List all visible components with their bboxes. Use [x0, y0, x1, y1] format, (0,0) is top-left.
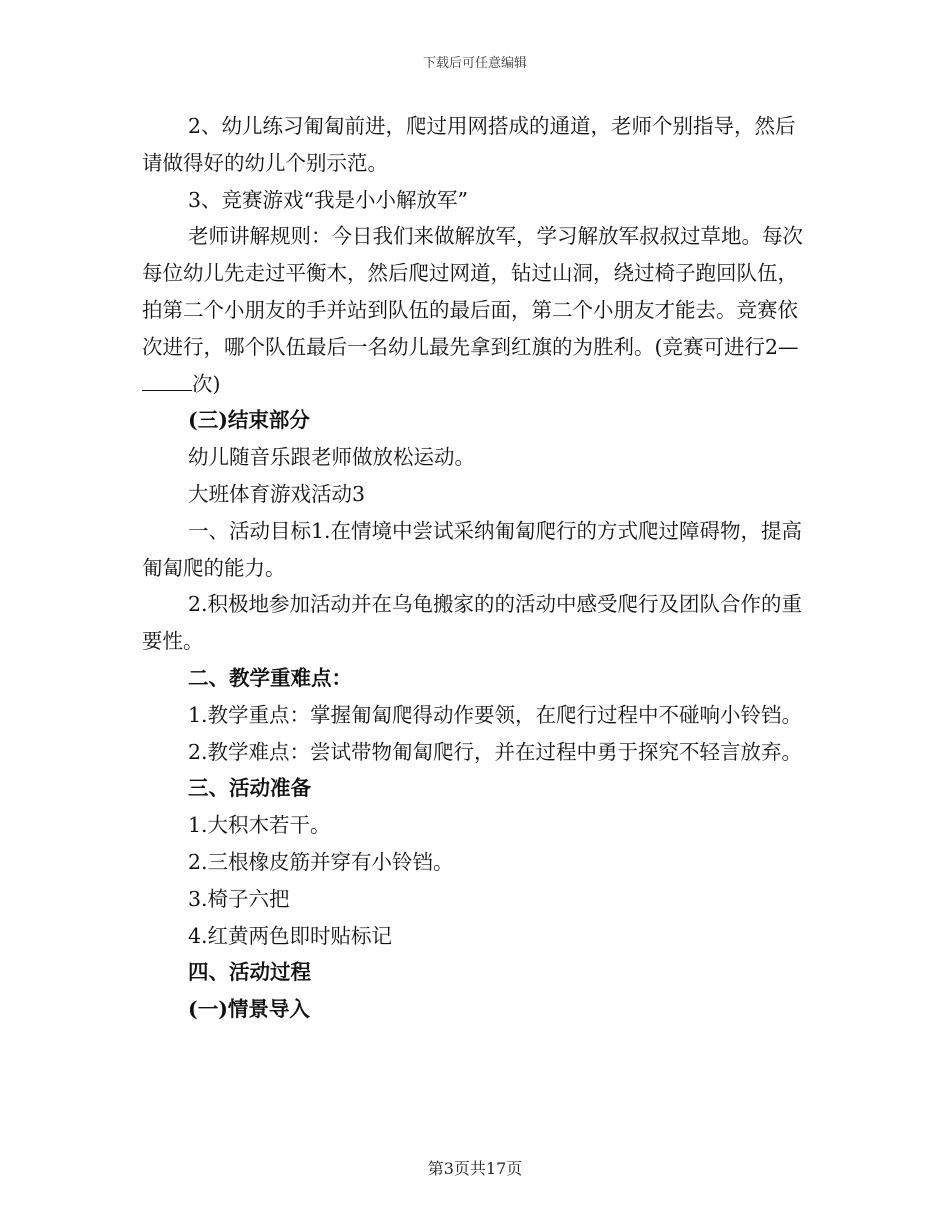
- paragraph: 2.教学难点：尝试带物匍匐爬行，并在过程中勇于探究不轻言放弃。: [188, 739, 803, 764]
- paragraph: 一、活动目标1.在情境中尝试采纳匍匐爬行的方式爬过障碍物，提高匍匐爬的能力。: [142, 518, 803, 580]
- list-item: 1.大积木若干。: [188, 813, 331, 838]
- paragraph: 3、竞赛游戏“我是小小解放军”: [188, 187, 469, 212]
- list-item: 2.三根橡皮筋并穿有小铃铛。: [188, 849, 454, 874]
- document-body: [142, 108, 812, 1028]
- rules-text-end: 次): [192, 371, 221, 396]
- paragraph: 幼儿随音乐跟老师做放松运动。: [188, 445, 475, 470]
- paragraph: 大班体育游戏活动3: [188, 481, 366, 506]
- fill-blank: [142, 368, 192, 391]
- page-header: 下载后可任意编辑: [422, 56, 527, 71]
- paragraph: 2、幼儿练习匍匐前进，爬过用网搭成的通道，老师个别指导，然后请做得好的幼儿个别示范。: [142, 114, 796, 175]
- page-footer: 第3页共17页: [427, 1159, 523, 1178]
- list-item: 3.椅子六把: [188, 886, 290, 911]
- section-heading: (一)情景导入: [188, 997, 310, 1022]
- paragraph: 2.积极地参加活动并在乌龟搬家的的活动中感受爬行及团队合作的重要性。: [142, 592, 803, 654]
- section-heading: 四、活动过程: [188, 960, 311, 985]
- paragraph: 1.教学重点：掌握匍匐爬得动作要领，在爬行过程中不碰响小铃铛。: [188, 702, 803, 727]
- section-heading: (三)结束部分: [188, 408, 310, 433]
- paragraph-rules: [142, 218, 812, 402]
- list-item: 4.红黄两色即时贴标记: [188, 923, 393, 948]
- rules-text: 老师讲解规则：今日我们来做解放军，学习解放军叔叔过草地。每次每位幼儿先走过平衡木，然后爬过网道，钻过山洞，绕过椅子跑回队伍，拍第二个小朋友的手并站到队伍的最后面，第二个小朋友才能去。竞赛依次进行，哪个队伍最后一名幼儿最先拿到红旗的为胜利。(竞赛可进行2—: [142, 224, 803, 359]
- section-heading: 三、活动准备: [188, 776, 311, 801]
- section-heading: 二、教学重难点：: [188, 665, 352, 690]
